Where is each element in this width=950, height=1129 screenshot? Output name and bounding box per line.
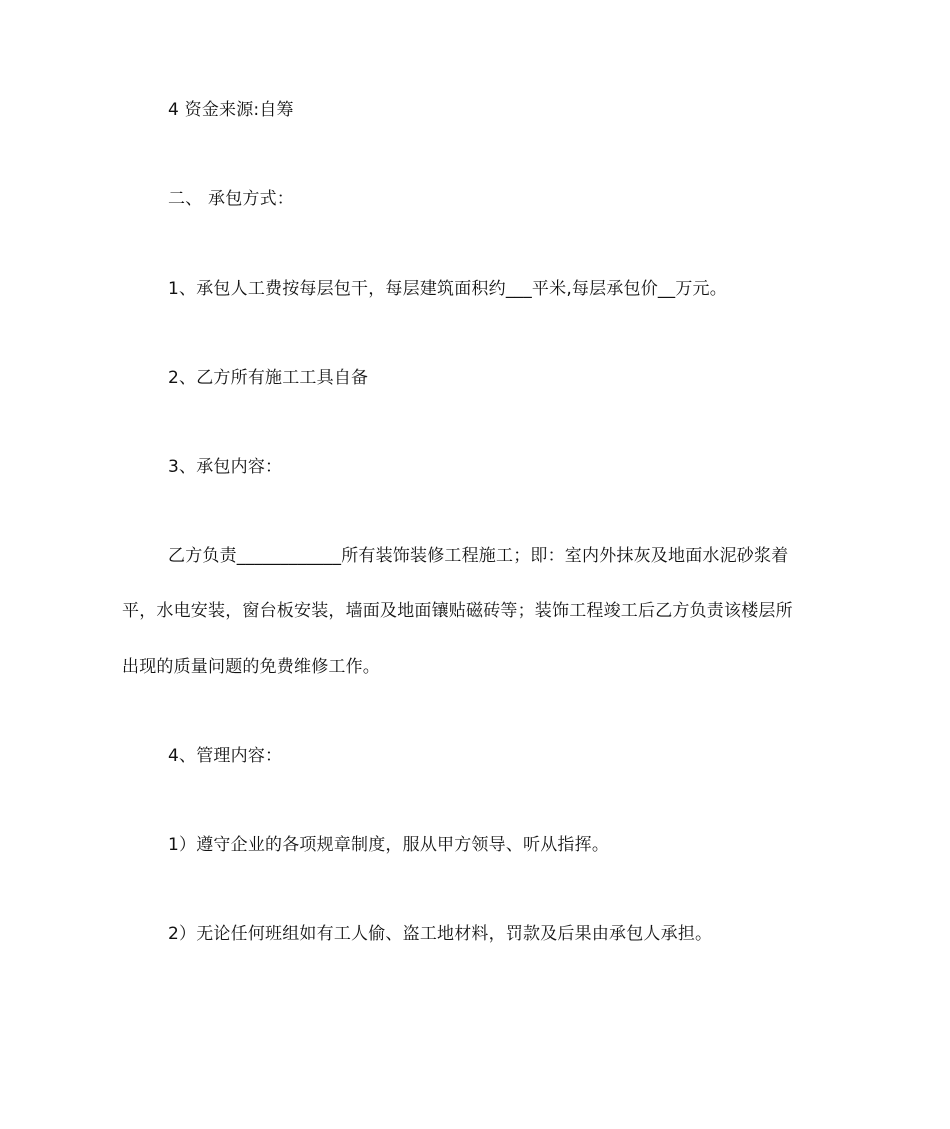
section-heading-contract-method: 二、 承包方式： xyxy=(168,189,295,209)
funding-source-line: 4 资金来源:自筹 xyxy=(168,100,294,120)
management-item-2: 2）无论任何班组如有工人偷、盗工地材料，罚款及后果由承包人承担。 xyxy=(168,924,713,944)
clause-3-body-line-1: 乙方负责____________所有装饰装修工程施工；即：室内外抹灰及地面水泥砂浆着 xyxy=(168,546,789,566)
clause-2-tools: 2、乙方所有施工工具自备 xyxy=(168,368,369,388)
clause-3-body-line-3: 出现的质量问题的免费维修工作。 xyxy=(122,657,380,677)
clause-1-labor-cost: 1、承包人工费按每层包干，每层建筑面积约___平米,每层承包价__万元。 xyxy=(168,279,727,299)
clause-3-body-line-2: 平，水电安装，窗台板安装，墙面及地面镶贴磁砖等；装饰工程竣工后乙方负责该楼层所 xyxy=(122,601,793,621)
management-item-1: 1）遵守企业的各项规章制度，服从甲方领导、听从指挥。 xyxy=(168,835,610,855)
clause-4-heading: 4、管理内容： xyxy=(168,746,283,766)
clause-3-heading: 3、承包内容： xyxy=(168,457,283,477)
